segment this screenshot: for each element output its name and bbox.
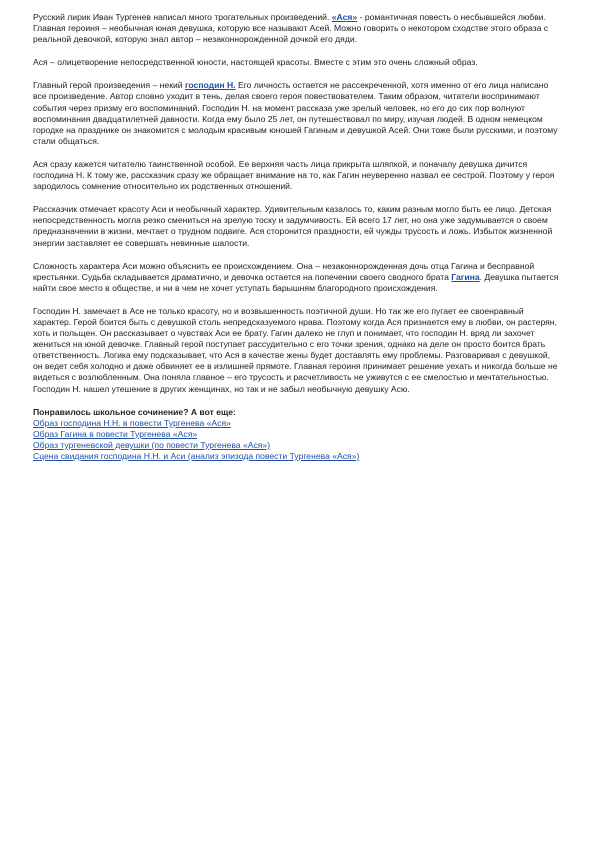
- paragraph-asya-youth: Ася – олицетворение непосредственной юности, настоящей красоты. Вместе с этим это очень сложный образ.: [33, 57, 478, 68]
- list-item: [33, 440, 561, 451]
- list-item: [33, 418, 561, 429]
- paragraph-asya-beauty: Рассказчик отмечает красоту Аси и необычный характер. Удивительным казалось то, каким разным могло быть ее лицо. Детская непосредственность могла резко смениться на зрелую тоску и задумчивость. Ей всего 17 лет, но она уже задумывается о своем предназначении в жизни, мечтает о трудном подвиге. Ася сторонится праздности, ей чужды трусость и ложь. Избыток жизненной энергии заставляет ее совершать невинные шалости.: [33, 204, 553, 248]
- more-essays-list: [33, 418, 561, 462]
- paragraph-text: Его личность остается не рассекреченной, хотя именно от его лица написано все произведение. Автор словно уходит в тень, делая своего героя повествователем. Таким образом, читатели воспринимают события через призму его воспоминаний. Господин Н. на момент рассказа уже зрелый человек, но его до сих пор волнуют воспоминания двадцатилетней давности. Когда ему было 25 лет, он путешествовал по миру, изучая людей. В одном немецком городке на празднике он знакомится с молодым красивым юношей Гагиным и девушкой Асей. Они тоже были русскими, и поэтому стали общаться.: [33, 80, 558, 146]
- paragraph-text: Сложность характера Аси можно объяснить ее происхождением. Она – незаконнорожденная дочь отца Гагина и бесправной крестьянки. Судьба складывается драматично, и девочка остается на попечении своего сводного брата: [33, 260, 535, 282]
- paragraph-mysterious-asya: Ася сразу кажется читателю таинственной особой. Ее верхняя часть лица прикрыта шляпкой, и поначалу девушка дичится господина Н. К тому же, рассказчик сразу же обращает внимание на то, как Гагин неуверенно назвал ее сестрой. Поэтому у героя зародилось сомнение относительно их родственных отношений.: [33, 158, 555, 192]
- list-item: [33, 451, 561, 462]
- link-gospodin-n[interactable]: господин Н.: [184, 80, 236, 91]
- paragraph-text: - романтичная повесть о несбывшейся любви. Главная героиня – необычная юная девушка, которую все называют Асей. Можно говорить о некотором сходстве этого образа с реальной девочкой, которую знал автор – незаконнорожденной дочкой его дяди.: [33, 12, 549, 45]
- paragraph-text: Главный герой произведения – некий: [33, 80, 185, 91]
- related-essay-link[interactable]: Сцена свидания господина Н.Н. и Аси (анализ эпизода повести Тургенева «Ася»): [33, 451, 360, 461]
- more-essays-title: Понравилось школьное сочинение? А вот еще:: [33, 406, 236, 417]
- related-essay-link[interactable]: Образ Гагина в повести Тургенева «Ася»: [33, 428, 198, 439]
- list-item: [33, 429, 561, 440]
- paragraph-conclusion: Господин Н. замечает в Асе не только красоту, но и возвышенность поэтичной души. Но так же его пугает ее своенравный характер. Герой боится быть с девушкой столь непредсказуемого нрава. Поэтому когда Ася признается ему в любви, он растерян, хоть и польщен. Он рассказывает о чувствах Аси ее брату. Гагин далеко не глуп и понимает, что господин Н. вряд ли захочет жениться на юной девочке. Главный герой поступает рассудительно с его точки зрения, однако на деле он просто боится брать ответственность. Логика ему подсказывает, что Ася в качестве жены будет доставлять ему проблемы. Разговаривая с девушкой, он ведет себя холодно и даже обвиняет ее в излишней прямоте. Главная героиня принимает решение уехать и никогда больше не видеться с возлюбленным. Она поняла главное – его трусость и расчетливость не уживутся с ее смелостью и мечтательностью. Господин Н. нашел утешение в других женщинах, но так и не забыл необычную девушку Асю.: [33, 305, 558, 394]
- related-essay-link[interactable]: Образ господина Н.Н. в повести Тургенева «Ася»: [33, 417, 231, 428]
- link-gagin[interactable]: Гагина: [451, 271, 480, 282]
- more-essays-section: [33, 407, 561, 462]
- essay-page: [33, 12, 561, 462]
- paragraph-text: Русский лирик Иван Тургенев написал много трогательных произведений.: [33, 12, 332, 22]
- paragraph-asya-origin: [33, 261, 561, 294]
- paragraph-text: . Девушка пытается найти свое место в обществе, и ни в чем не хочет уступать барышням благородного происхождения.: [33, 271, 559, 293]
- link-asya-story[interactable]: «Ася»: [331, 12, 358, 22]
- related-essay-link[interactable]: Образ тургеневской девушки (по повести Тургенева «Ася»): [33, 439, 271, 450]
- paragraph-intro: [33, 12, 561, 45]
- paragraph-main-hero: [33, 80, 561, 147]
